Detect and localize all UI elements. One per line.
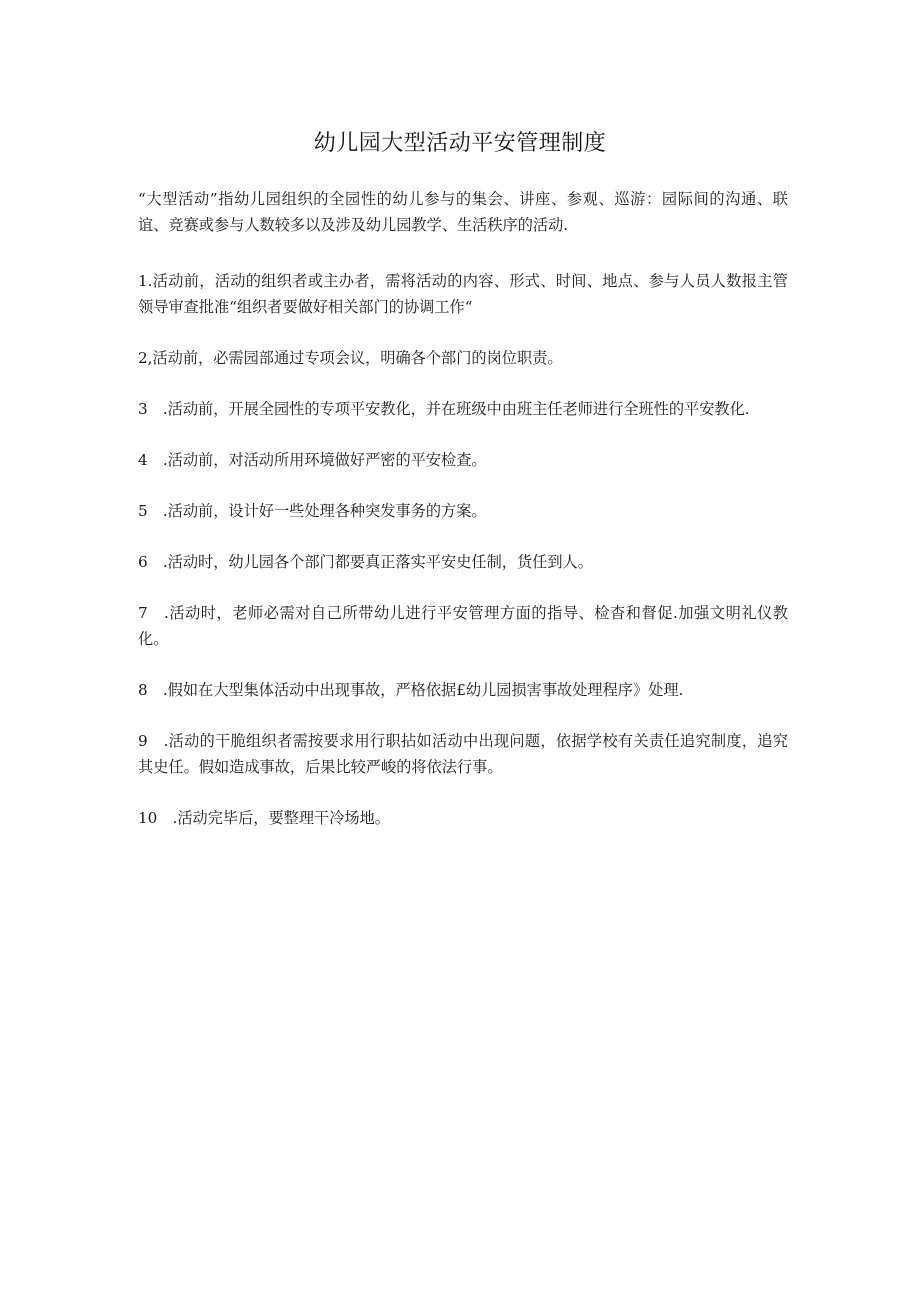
rule-item-10: 10 .活动完毕后，要整理干冷场地。 — [138, 809, 390, 827]
document-title: 幼儿园大型活动平安管理制度 — [313, 131, 607, 156]
rule-item-3: 3 .活动前，开展全园性的专项平安教化，并在班级中由班主任老师进行全班性的平安教化. — [138, 400, 750, 418]
rule-item-4: 4 .活动前，对活动所用环境做好严密的平安检查。 — [138, 451, 487, 469]
intro-paragraph: “大型活动”指幼儿园组织的全园性的幼儿参与的集会、讲座、参观、巡游：园际间的沟通、联谊、竞赛或参与人数较多以及涉及幼儿园教学、生活秩序的活动. — [138, 190, 788, 234]
rule-item-5: 5 .活动前，设计好一些处理各种突发事务的方案。 — [138, 502, 487, 520]
rule-item-8: 8 .假如在大型集体活动中出现事故，严格依据£幼儿园损害事故处理程序》处理. — [138, 681, 684, 699]
rule-item-7: 7 .活动时，老师必需对自己所带幼儿进行平安管理方面的指导、检杳和督促.加强文明礼仪教化。 — [138, 604, 788, 648]
rule-item-9: 9 .活动的干脆组织者需按要求用行职拈如活动中出现问题，依据学校有关责任追究制度，追究其史任。假如造成事故，后果比较严峻的将依法行事。 — [138, 732, 788, 776]
document-body — [138, 186, 788, 856]
rule-item-1: 1.活动前，活动的组织者或主办者，需将活动的内容、形式、时间、地点、参与人员人数报主管领导审查批准“组织者要做好相关部门的协调工作“ — [138, 272, 788, 316]
rule-item-2: 2,活动前，必需园部通过专项会议，明确各个部门的岗位职责。 — [138, 349, 563, 367]
rule-item-6: 6 .活动时，幼儿园各个部门都要真正落实平安史任制，货任到人。 — [138, 553, 593, 571]
